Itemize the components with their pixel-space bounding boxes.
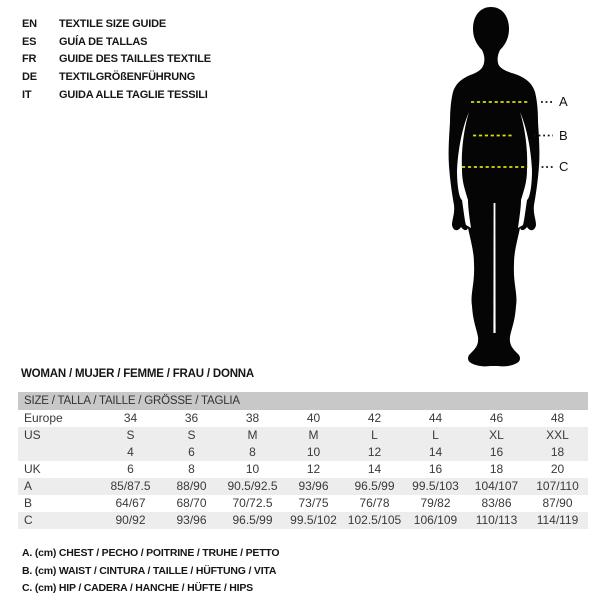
table-cell: 107/110 xyxy=(536,479,579,493)
table-cell: 20 xyxy=(550,462,565,476)
table-cell: 40 xyxy=(306,411,321,425)
table-cell: 93/96 xyxy=(298,479,329,493)
table-cell: 18 xyxy=(489,462,504,476)
table-cell: 18 xyxy=(550,445,565,459)
lang-label: GUIDE DES TAILLES TEXTILE xyxy=(59,53,211,66)
table-cell: 85/87.5 xyxy=(110,479,151,493)
table-cell: S xyxy=(126,428,135,442)
table-cell: 6 xyxy=(188,445,195,459)
table-cell: 96.5/99 xyxy=(232,513,273,527)
table-cell: 12 xyxy=(367,445,382,459)
table-row-us-letters xyxy=(18,427,588,444)
row-label: Europe xyxy=(24,411,63,425)
table-cell: 99.5/102 xyxy=(290,513,337,527)
table-cell: 104/107 xyxy=(474,479,519,493)
row-label: US xyxy=(24,428,41,442)
table-cell: M xyxy=(247,428,258,442)
lang-label: GUÍA DE TALLAS xyxy=(59,35,148,48)
table-row-waist xyxy=(18,495,588,512)
lang-label: TEXTILGRÖßENFÜHRUNG xyxy=(59,70,196,83)
section-title: WOMAN / MUJER / FEMME / FRAU / DONNA xyxy=(21,368,255,380)
table-cell: 99.5/103 xyxy=(412,479,459,493)
table-cell: 83/86 xyxy=(481,496,512,510)
table-row-chest xyxy=(18,478,588,495)
table-cell: L xyxy=(371,428,378,442)
table-cell: 16 xyxy=(489,445,504,459)
lang-code: FR xyxy=(22,53,37,66)
marker-label-chest: A xyxy=(559,94,568,109)
table-cell: XL xyxy=(489,428,504,442)
table-cell: 34 xyxy=(123,411,138,425)
table-cell: M xyxy=(308,428,319,442)
table-cell: 102.5/105 xyxy=(347,513,402,527)
measurement-legend xyxy=(22,545,279,598)
table-cell: 87/90 xyxy=(542,496,573,510)
table-cell: L xyxy=(432,428,439,442)
table-cell: 76/78 xyxy=(359,496,390,510)
row-label: B xyxy=(24,496,33,510)
table-cell: 70/72.5 xyxy=(232,496,273,510)
woman-silhouette-icon xyxy=(400,0,600,390)
lang-label: GUIDA ALLE TAGLIE TESSILI xyxy=(59,88,208,101)
table-cell: 93/96 xyxy=(176,513,207,527)
table-row-us-numbers xyxy=(18,444,588,461)
table-cell: 16 xyxy=(428,462,443,476)
table-cell: 46 xyxy=(489,411,504,425)
size-table xyxy=(18,392,588,529)
legend-hip: C. (cm) HIP / CADERA / HANCHE / HÜFTE / HIPS xyxy=(22,582,253,594)
table-cell: 90.5/92.5 xyxy=(227,479,278,493)
table-cell: XXL xyxy=(546,428,569,442)
legend-waist: B. (cm) WAIST / CINTURA / TAILLE / HÜFTUNG / VITA xyxy=(22,564,277,577)
table-cell: 79/82 xyxy=(420,496,451,510)
row-label xyxy=(18,444,100,461)
row-label: C xyxy=(24,513,33,527)
table-cell: 48 xyxy=(550,411,565,425)
lang-label: TEXTILE SIZE GUIDE xyxy=(59,17,167,30)
size-table-header: SIZE / TALLA / TAILLE / GRÖSSE / TAGLIA xyxy=(18,392,588,410)
table-cell: S xyxy=(187,428,196,442)
table-cell: 73/75 xyxy=(298,496,329,510)
table-cell: 90/92 xyxy=(115,513,146,527)
table-cell: 42 xyxy=(367,411,382,425)
legend-chest: A. (cm) CHEST / PECHO / POITRINE / TRUHE / PETTO xyxy=(22,547,280,559)
table-cell: 38 xyxy=(245,411,260,425)
row-label: A xyxy=(24,479,33,493)
marker-label-hip: C xyxy=(559,159,569,174)
table-cell: 14 xyxy=(428,445,443,459)
table-cell: 6 xyxy=(127,462,134,476)
table-cell: 36 xyxy=(184,411,199,425)
marker-label-waist: B xyxy=(559,128,568,143)
table-cell: 96.5/99 xyxy=(354,479,395,493)
table-row-europe xyxy=(18,410,588,427)
lang-code: ES xyxy=(22,35,37,48)
table-row-hip xyxy=(18,512,588,529)
table-cell: 44 xyxy=(428,411,443,425)
table-cell: 88/90 xyxy=(176,479,207,493)
table-cell: 10 xyxy=(306,445,321,459)
table-cell: 4 xyxy=(127,445,134,459)
table-cell: 106/109 xyxy=(413,513,458,527)
table-cell: 10 xyxy=(245,462,260,476)
table-cell: 8 xyxy=(249,445,256,459)
table-row-uk xyxy=(18,461,588,478)
table-cell: 64/67 xyxy=(115,496,146,510)
lang-code: DE xyxy=(22,70,37,83)
lang-code: IT xyxy=(22,88,32,101)
table-cell: 68/70 xyxy=(176,496,207,510)
table-cell: 110/113 xyxy=(475,513,518,527)
table-cell: 14 xyxy=(367,462,382,476)
row-label: UK xyxy=(24,462,41,476)
table-cell: 12 xyxy=(306,462,321,476)
table-cell: 114/119 xyxy=(536,513,579,527)
table-cell: 8 xyxy=(188,462,195,476)
lang-code: EN xyxy=(22,17,37,30)
